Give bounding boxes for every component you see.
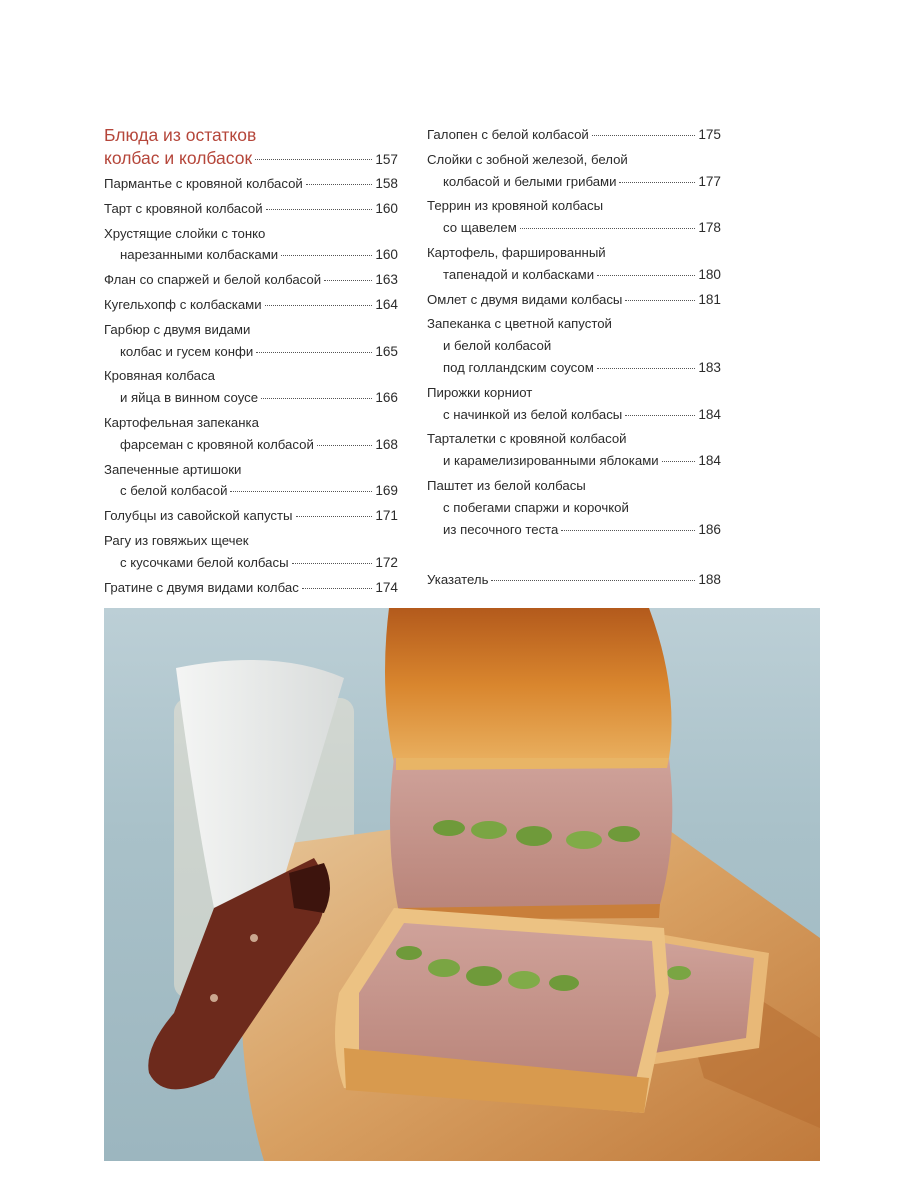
toc-entry-line: Пирожки корниот xyxy=(427,384,533,400)
dot-leader xyxy=(317,444,372,446)
toc-entry[interactable] xyxy=(427,475,721,540)
dot-leader xyxy=(520,227,696,229)
page-number: 163 xyxy=(375,272,398,288)
page-number: 180 xyxy=(698,266,721,282)
toc-entry-line: Гратине с двумя видами колбас xyxy=(104,579,299,595)
page-number: 169 xyxy=(375,483,398,499)
page-number: 184 xyxy=(698,453,721,469)
toc-entry-line: Паштет из белой колбасы xyxy=(427,477,586,493)
page-number: 184 xyxy=(698,406,721,422)
page-number: 166 xyxy=(375,390,398,406)
page-number: 158 xyxy=(375,176,398,191)
toc-entry-line: Картофельная запеканка xyxy=(104,414,259,430)
toc-entry-line: и яйца в винном соусе xyxy=(120,390,259,406)
toc-entry[interactable] xyxy=(427,195,721,239)
pate-en-croute-on-cutting-board-photo xyxy=(104,608,820,1161)
page-number: 183 xyxy=(698,359,721,375)
toc-entry-line: Блюда из остатков xyxy=(104,125,257,145)
page-number: 186 xyxy=(698,521,721,537)
toc-left-column xyxy=(104,124,398,601)
page-number: 174 xyxy=(375,579,398,595)
toc-entry[interactable] xyxy=(104,198,398,220)
dot-leader xyxy=(265,304,373,306)
toc-entry-line: и белой колбасой xyxy=(443,338,552,354)
page-number: 157 xyxy=(375,152,398,167)
toc-right-column xyxy=(427,124,721,594)
toc-entry[interactable] xyxy=(427,382,721,426)
toc-entry-line: нарезанными колбасками xyxy=(120,247,279,263)
page-number: 165 xyxy=(375,343,398,359)
toc-entry[interactable] xyxy=(427,149,721,193)
dot-leader xyxy=(625,299,695,301)
toc-entry-line: Тарталетки с кровяной колбасой xyxy=(427,431,627,447)
toc-entry-line: Галопен с белой колбасой xyxy=(427,127,589,142)
dot-leader xyxy=(256,351,372,353)
toc-entry[interactable] xyxy=(104,223,398,267)
toc-entry[interactable] xyxy=(104,294,398,316)
toc-entry[interactable] xyxy=(104,459,398,503)
dot-leader xyxy=(281,254,372,256)
toc-entry-line: Голубцы из савойской капусты xyxy=(104,508,293,524)
toc-entry-line: Запеканка с цветной капустой xyxy=(427,316,612,332)
page-number: 181 xyxy=(698,291,721,307)
toc-entry-line: колбасой и белыми грибами xyxy=(443,173,617,189)
toc-entry[interactable] xyxy=(427,289,721,311)
toc-entry[interactable] xyxy=(427,313,721,378)
dot-leader xyxy=(302,587,373,589)
toc-entry-line: Тарт с кровяной колбасой xyxy=(104,200,263,216)
toc-entry[interactable] xyxy=(427,569,721,591)
toc-entry-line: с начинкой из белой колбасы xyxy=(443,406,623,422)
toc-entry-line: и карамелизированными яблоками xyxy=(443,453,659,469)
toc-entry[interactable] xyxy=(104,365,398,409)
toc-entry-line: фарсеман с кровяной колбасой xyxy=(120,436,314,452)
page-number: 177 xyxy=(698,173,721,189)
toc-entry-line: колбас и гусем конфи xyxy=(120,343,254,359)
toc-entry[interactable] xyxy=(104,412,398,456)
toc-entry-line: Хрустящие слойки с тонко xyxy=(104,225,266,241)
toc-entry-line: колбас и колбасок xyxy=(104,148,253,168)
dot-leader xyxy=(662,460,696,462)
toc-entry-line: Слойки с зобной железой, белой xyxy=(427,151,628,167)
toc-entry-line: Флан со спаржей и белой колбасой xyxy=(104,272,322,288)
toc-entry-line: Гарбюр с двумя видами xyxy=(104,321,251,337)
dot-leader xyxy=(266,208,373,210)
dot-leader xyxy=(261,397,372,399)
dot-leader xyxy=(324,279,372,281)
toc-entry[interactable] xyxy=(104,173,398,195)
toc-entry-line: Омлет с двумя видами колбасы xyxy=(427,291,623,307)
toc-entry-line: тапенадой и колбасками xyxy=(443,266,595,282)
dot-leader xyxy=(491,579,695,581)
dot-leader xyxy=(597,274,695,276)
dot-leader xyxy=(561,529,695,531)
toc-entry[interactable] xyxy=(427,242,721,286)
toc-entry-line: Кровяная колбаса xyxy=(104,368,215,384)
toc-entry[interactable] xyxy=(104,505,398,527)
toc-entry-line: Кугельхопф с колбасками xyxy=(104,296,262,312)
toc-entry-line: Указатель xyxy=(427,572,489,588)
toc-spacer xyxy=(427,543,721,569)
dot-leader xyxy=(230,490,372,492)
page-number: 178 xyxy=(698,220,721,236)
dot-leader xyxy=(296,515,373,517)
page-number: 168 xyxy=(375,436,398,452)
toc-entry-line: с белой колбасой xyxy=(120,483,228,499)
toc-entry-line: Пармантье с кровяной колбасой xyxy=(104,176,303,191)
toc-entry[interactable] xyxy=(427,428,721,472)
dot-leader xyxy=(592,134,696,136)
toc-entry-line: Картофель, фаршированный xyxy=(427,244,606,260)
toc-entry-line: с побегами спаржи и корочкой xyxy=(443,499,629,515)
toc-entry-line: под голландским соусом xyxy=(443,359,594,375)
dot-leader xyxy=(597,367,696,369)
toc-entry[interactable] xyxy=(104,269,398,291)
page-number: 164 xyxy=(375,296,398,312)
toc-entry-line: со щавелем xyxy=(443,220,517,236)
page-number: 171 xyxy=(375,508,398,524)
page-number: 160 xyxy=(375,247,398,263)
toc-entry-line: из песочного теста xyxy=(443,521,559,537)
dot-leader xyxy=(292,562,373,564)
food-photo xyxy=(104,608,820,1161)
dot-leader xyxy=(625,414,695,416)
toc-entry-line: с кусочками белой колбасы xyxy=(120,554,289,570)
toc-entry-line: Запеченные артишоки xyxy=(104,461,242,477)
page-number: 172 xyxy=(375,554,398,570)
page-number: 175 xyxy=(698,127,721,142)
toc-entry[interactable] xyxy=(104,577,398,599)
toc-entry-line: Рагу из говяжьих щечек xyxy=(104,532,249,548)
toc-entry-line: Террин из кровяной колбасы xyxy=(427,198,604,214)
toc-entry[interactable] xyxy=(427,124,721,146)
dot-leader xyxy=(306,183,373,185)
toc-section-title[interactable] xyxy=(104,124,398,171)
page-number: 188 xyxy=(698,572,721,588)
page-number: 160 xyxy=(375,200,398,216)
toc-entry[interactable] xyxy=(104,530,398,574)
dot-leader xyxy=(255,158,372,160)
dot-leader xyxy=(619,181,695,183)
toc-entry[interactable] xyxy=(104,319,398,363)
